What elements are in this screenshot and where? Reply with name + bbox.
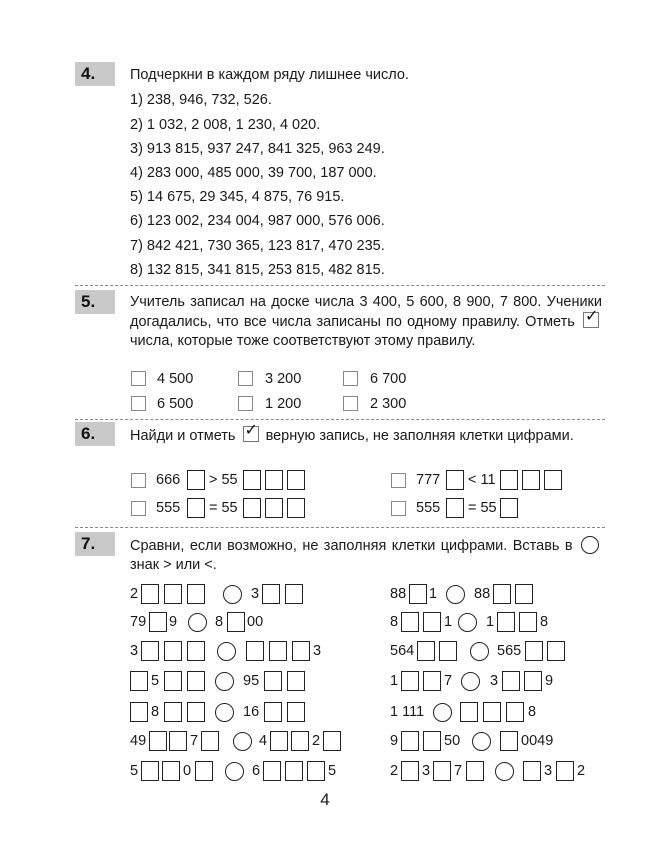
digit-cell[interactable] <box>500 470 518 490</box>
digit-cell[interactable] <box>130 702 148 722</box>
digit-cell[interactable] <box>506 702 524 722</box>
option-checkbox[interactable] <box>131 396 146 411</box>
digit-text: 9 <box>545 673 554 689</box>
digit-text: 8 <box>215 614 224 630</box>
page-number: 4 <box>320 790 330 809</box>
exercise-4-row[interactable]: 2) 1 032, 2 008, 1 230, 4 020. <box>130 117 321 133</box>
option-label: 3 200 <box>265 371 302 387</box>
digit-text: 88 <box>390 586 407 602</box>
digit-cell[interactable] <box>187 470 205 490</box>
digit-cell[interactable] <box>500 731 518 751</box>
digit-cell[interactable] <box>201 731 219 751</box>
digit-text: 666 <box>156 472 181 488</box>
digit-cell[interactable] <box>556 761 574 781</box>
compare-circle[interactable] <box>470 642 489 661</box>
digit-cell[interactable] <box>401 671 419 691</box>
digit-cell[interactable] <box>515 584 533 604</box>
exercise-7-text <box>130 536 602 575</box>
option-checkbox[interactable] <box>131 371 146 386</box>
digit-cell[interactable] <box>287 470 305 490</box>
digit-cell[interactable] <box>164 584 182 604</box>
compare-circle[interactable] <box>215 703 234 722</box>
digit-text: 95 <box>243 673 260 689</box>
exercise-7-text-b: знак > или <. <box>130 557 217 573</box>
digit-cell[interactable] <box>246 641 264 661</box>
digit-text: 6 <box>252 763 261 779</box>
digit-text: 9 <box>390 733 399 749</box>
digit-text: 7 <box>190 733 199 749</box>
divider <box>75 419 605 420</box>
option-label: 6 700 <box>370 371 407 387</box>
digit-cell[interactable] <box>265 498 283 518</box>
digit-text: 5 <box>130 763 139 779</box>
digit-cell[interactable] <box>195 761 213 781</box>
digit-text: 3 <box>313 643 322 659</box>
digit-cell[interactable] <box>149 612 167 632</box>
record-checkbox[interactable] <box>131 473 146 488</box>
option-checkbox[interactable] <box>343 396 358 411</box>
option-label: 4 500 <box>157 371 194 387</box>
digit-text: 8 <box>528 704 537 720</box>
digit-text: 564 <box>390 643 415 659</box>
digit-cell[interactable] <box>169 731 187 751</box>
checkmark-icon: ✓ <box>244 422 258 439</box>
digit-cell[interactable] <box>500 498 518 518</box>
digit-text: 8 <box>151 704 160 720</box>
exercise-7-number: 7. <box>75 532 115 556</box>
operator-text: < 11 <box>468 472 496 488</box>
compare-circle[interactable] <box>495 762 514 781</box>
digit-cell[interactable] <box>264 671 282 691</box>
digit-cell[interactable] <box>522 470 540 490</box>
digit-text: 5 <box>328 763 337 779</box>
exercise-5-number: 5. <box>75 290 115 314</box>
digit-cell[interactable] <box>409 584 427 604</box>
digit-cell[interactable] <box>187 641 205 661</box>
exercise-6-number: 6. <box>75 422 115 446</box>
operator-text: > 55 <box>209 472 238 488</box>
divider <box>75 285 605 286</box>
digit-cell[interactable] <box>287 702 305 722</box>
digit-cell[interactable] <box>243 498 261 518</box>
checkbox-icon <box>583 308 599 328</box>
digit-cell[interactable] <box>523 761 541 781</box>
record-checkbox[interactable] <box>131 501 146 516</box>
digit-cell[interactable] <box>162 761 180 781</box>
digit-text: 9 <box>169 614 178 630</box>
digit-text: 1 <box>429 586 438 602</box>
digit-cell[interactable] <box>187 671 205 691</box>
exercise-7-text-a: Сравни, если возможно, не заполняя клетки цифрами. Вставь в <box>130 538 573 554</box>
digit-cell[interactable] <box>446 498 464 518</box>
exercise-4-row[interactable]: 1) 238, 946, 732, 526. <box>130 92 272 108</box>
digit-text: 1 <box>390 673 399 689</box>
record-checkbox[interactable] <box>391 501 406 516</box>
compare-circle[interactable] <box>188 613 207 632</box>
exercise-4-row[interactable]: 4) 283 000, 485 000, 39 700, 187 000. <box>130 165 377 181</box>
exercise-4-row[interactable]: 3) 913 815, 937 247, 841 325, 963 249. <box>130 141 385 157</box>
exercise-4-row[interactable]: 6) 123 002, 234 004, 987 000, 576 006. <box>130 213 385 229</box>
exercise-5-text <box>130 293 602 351</box>
compare-circle[interactable] <box>433 703 452 722</box>
digit-cell[interactable] <box>285 584 303 604</box>
compare-circle[interactable] <box>223 585 242 604</box>
checkmark-icon: ✓ <box>585 308 599 325</box>
digit-text: 8 <box>540 614 549 630</box>
digit-cell[interactable] <box>130 671 148 691</box>
compare-circle[interactable] <box>461 672 480 691</box>
digit-text: 555 <box>156 500 181 516</box>
digit-cell[interactable] <box>417 641 435 661</box>
digit-cell[interactable] <box>483 702 501 722</box>
digit-cell[interactable] <box>149 731 167 751</box>
option-checkbox[interactable] <box>238 396 253 411</box>
digit-cell[interactable] <box>287 671 305 691</box>
digit-cell[interactable] <box>423 731 441 751</box>
digit-cell[interactable] <box>401 731 419 751</box>
operator-text: = 55 <box>468 500 497 516</box>
digit-text: 2 <box>390 763 399 779</box>
digit-text: 49 <box>130 733 147 749</box>
exercise-5-text-b: числа, которые тоже соответствуют этому правилу. <box>130 333 476 349</box>
digit-cell[interactable] <box>423 671 441 691</box>
digit-cell[interactable] <box>544 470 562 490</box>
digit-cell[interactable] <box>323 731 341 751</box>
option-checkbox[interactable] <box>343 371 358 386</box>
digit-text: 2 <box>130 586 139 602</box>
digit-cell[interactable] <box>227 612 245 632</box>
digit-cell[interactable] <box>401 761 419 781</box>
exercise-4-row[interactable]: 5) 14 675, 29 345, 4 875, 76 915. <box>130 189 345 205</box>
digit-cell[interactable] <box>502 671 520 691</box>
digit-cell[interactable] <box>164 702 182 722</box>
digit-cell[interactable] <box>164 671 182 691</box>
digit-text: 00 <box>247 614 264 630</box>
compare-circle[interactable] <box>215 672 234 691</box>
digit-cell[interactable] <box>307 761 325 781</box>
digit-text: 3 <box>544 763 553 779</box>
exercise-6-text-b: верную запись, не заполняя клетки цифрами. <box>265 428 574 444</box>
digit-text: 3 <box>422 763 431 779</box>
digit-text: 2 <box>312 733 321 749</box>
exercise-6-text <box>130 422 602 446</box>
digit-cell[interactable] <box>264 702 282 722</box>
compare-circle[interactable] <box>472 732 491 751</box>
digit-text: 7 <box>454 763 463 779</box>
digit-cell[interactable] <box>439 641 457 661</box>
digit-cell[interactable] <box>243 470 261 490</box>
digit-text: 5 <box>151 673 160 689</box>
digit-text: 8 <box>390 614 399 630</box>
exercise-4-row[interactable]: 8) 132 815, 341 815, 253 815, 482 815. <box>130 262 385 278</box>
digit-cell[interactable] <box>493 584 511 604</box>
digit-cell[interactable] <box>262 584 280 604</box>
digit-cell[interactable] <box>401 612 419 632</box>
digit-cell[interactable] <box>263 761 281 781</box>
digit-cell[interactable] <box>164 641 182 661</box>
option-label: 6 500 <box>157 396 194 412</box>
compare-circle[interactable] <box>458 613 477 632</box>
digit-cell[interactable] <box>187 702 205 722</box>
digit-cell[interactable] <box>269 641 287 661</box>
digit-text: 3 <box>130 643 139 659</box>
checkbox-icon <box>243 422 259 442</box>
digit-text: 79 <box>130 614 147 630</box>
digit-cell[interactable] <box>292 641 310 661</box>
digit-cell[interactable] <box>141 641 159 661</box>
digit-text: 777 <box>416 472 441 488</box>
digit-cell[interactable] <box>524 671 542 691</box>
digit-text: 1 111 <box>390 704 425 720</box>
digit-cell[interactable] <box>547 641 565 661</box>
digit-text: 565 <box>497 643 522 659</box>
exercise-6-text-a: Найди и отметь <box>130 428 236 444</box>
digit-cell[interactable] <box>423 612 441 632</box>
compare-circle[interactable] <box>217 642 236 661</box>
digit-text: 16 <box>243 704 260 720</box>
digit-cell[interactable] <box>287 498 305 518</box>
option-checkbox[interactable] <box>238 371 253 386</box>
digit-text: 1 <box>444 614 453 630</box>
digit-cell[interactable] <box>446 470 464 490</box>
digit-text: 555 <box>416 500 441 516</box>
digit-text: 7 <box>444 673 453 689</box>
option-label: 1 200 <box>265 396 302 412</box>
digit-cell[interactable] <box>497 612 515 632</box>
digit-text: 3 <box>251 586 260 602</box>
digit-cell[interactable] <box>460 702 478 722</box>
operator-text: = 55 <box>209 500 238 516</box>
digit-cell[interactable] <box>187 498 205 518</box>
digit-text: 0049 <box>521 733 554 749</box>
digit-cell[interactable] <box>285 761 303 781</box>
record-checkbox[interactable] <box>391 473 406 488</box>
circle-icon <box>581 536 599 554</box>
compare-circle[interactable] <box>446 585 465 604</box>
digit-text: 2 <box>577 763 586 779</box>
exercise-4-title: Подчеркни в каждом ряду лишнее число. <box>130 67 409 83</box>
digit-cell[interactable] <box>141 761 159 781</box>
option-label: 2 300 <box>370 396 407 412</box>
exercise-5-text-a: Учитель записал на доске числа 3 400, 5 600, 8 900, 7 800. Ученики догадались, что все числа записаны по одному правилу. Отметь <box>130 294 602 330</box>
digit-text: 3 <box>490 673 499 689</box>
digit-cell[interactable] <box>291 731 309 751</box>
compare-circle[interactable] <box>225 762 244 781</box>
compare-circle[interactable] <box>233 732 252 751</box>
digit-cell[interactable] <box>187 584 205 604</box>
digit-text: 1 <box>486 614 495 630</box>
digit-text: 0 <box>183 763 192 779</box>
digit-cell[interactable] <box>265 470 283 490</box>
digit-cell[interactable] <box>519 612 537 632</box>
digit-text: 88 <box>474 586 491 602</box>
digit-cell[interactable] <box>433 761 451 781</box>
divider <box>75 527 605 528</box>
digit-text: 50 <box>444 733 461 749</box>
digit-cell[interactable] <box>466 761 484 781</box>
exercise-4-row[interactable]: 7) 842 421, 730 365, 123 817, 470 235. <box>130 238 385 254</box>
exercise-4-number: 4. <box>75 62 115 86</box>
digit-cell[interactable] <box>525 641 543 661</box>
digit-text: 4 <box>259 733 268 749</box>
digit-cell[interactable] <box>141 584 159 604</box>
digit-cell[interactable] <box>270 731 288 751</box>
